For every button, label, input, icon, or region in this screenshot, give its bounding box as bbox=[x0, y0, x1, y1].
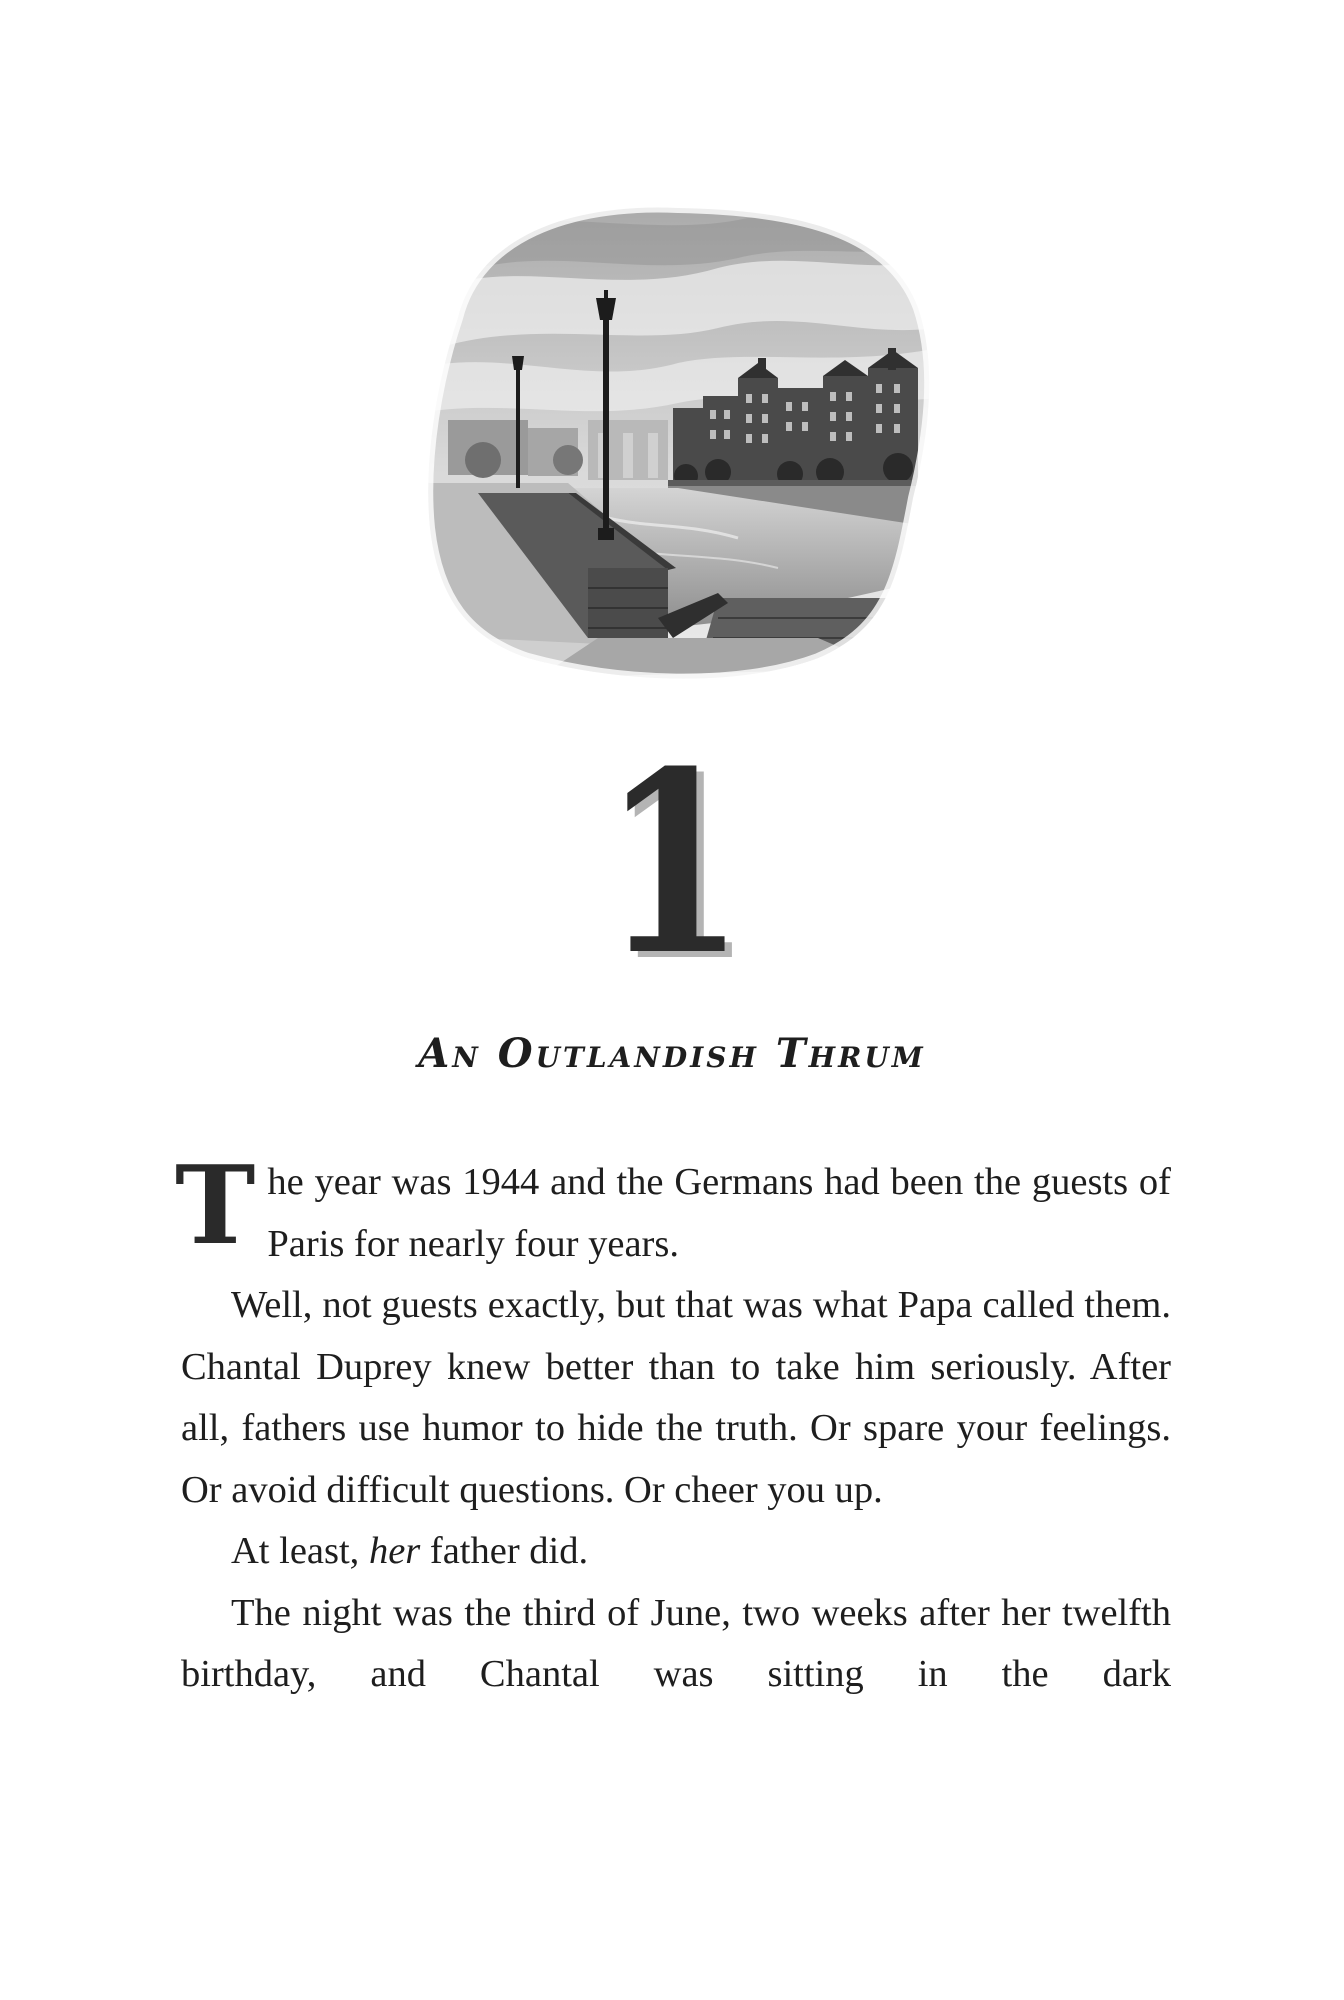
paragraph-3 bbox=[181, 1521, 1171, 1583]
paragraph-2: Well, not guests exactly, but that was what Papa called them. Chantal Duprey knew better than to take him seriously. After all, fathers use humor to hide the truth. Or spare your feelings. Or avoid difficult questions. Or cheer you up. bbox=[181, 1284, 1171, 1511]
paragraph-4: The night was the third of June, two weeks after her twelfth birthday, and Chantal was sitting in the dark bbox=[181, 1591, 1171, 1695]
paragraph-3-before: At least, bbox=[231, 1530, 369, 1572]
chapter-title: An Outlandish Thrum bbox=[418, 1030, 926, 1077]
paris-seine-riverside-illustration bbox=[418, 198, 938, 688]
paragraph-3-after: father did. bbox=[420, 1530, 589, 1572]
drop-cap: T bbox=[175, 1143, 256, 1269]
chapter-number: 1 bbox=[602, 716, 742, 1010]
chapter-illustration bbox=[418, 198, 938, 688]
paragraph-3-emphasis: her bbox=[368, 1530, 421, 1572]
paragraph-1-text: he year was 1944 and the Germans had been the guests of Paris for nearly four years. bbox=[267, 1161, 1171, 1265]
paragraph-1 bbox=[175, 1143, 1171, 1275]
chapter-body bbox=[175, 1143, 1171, 1706]
